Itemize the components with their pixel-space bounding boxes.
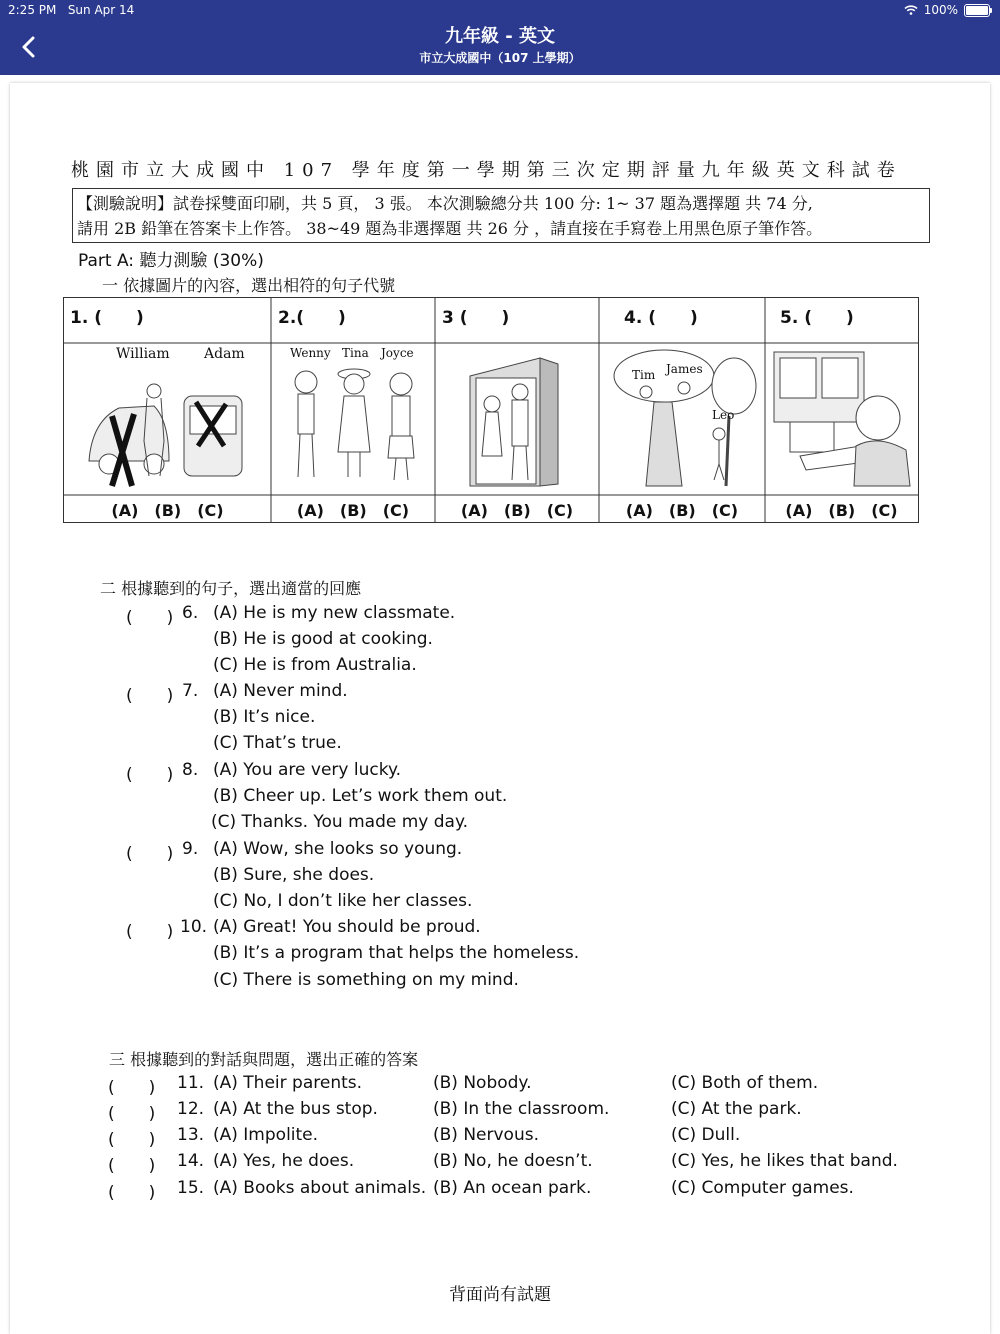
label-leo: Leo bbox=[712, 408, 735, 422]
exam-page bbox=[10, 83, 990, 1334]
q3-options: (A) (B) (C) bbox=[460, 501, 574, 520]
option-c: (C) No, I don’t like her classes. bbox=[213, 891, 473, 911]
question-number: 9. bbox=[182, 839, 199, 859]
status-indicators bbox=[904, 3, 990, 17]
status-date: Sun Apr 14 bbox=[67, 3, 135, 17]
option-a: (A) Their parents. bbox=[213, 1073, 363, 1093]
section3-heading: 三 根據聽到的對話與問題，選出正確的答案 bbox=[109, 1050, 419, 1069]
question-number: 11. bbox=[177, 1073, 205, 1093]
section1-heading: 一 依據圖片的內容，選出相符的句子代號 bbox=[102, 276, 396, 295]
option-a: (A) At the bus stop. bbox=[213, 1099, 378, 1119]
computer-illustration bbox=[770, 346, 915, 492]
instruction-line: 【測驗說明】試卷採雙面印刷，共 5 頁， 3 張。 本次測驗總分共 100 分: 1~ 37 題為選擇題 共 74 分, bbox=[77, 194, 813, 213]
q1-picture bbox=[84, 346, 254, 492]
option-c: (C) Yes, he likes that band. bbox=[671, 1151, 898, 1171]
question-number: 13. bbox=[177, 1125, 205, 1145]
status-time bbox=[8, 3, 134, 17]
cars-illustration bbox=[84, 366, 254, 492]
question-number: 10. bbox=[180, 917, 208, 937]
q4-options: (A) (B) (C) bbox=[625, 501, 739, 520]
section2-heading: 二 根據聽到的句子，選出適當的回應 bbox=[100, 579, 362, 598]
option-b: (B) It’s a program that helps the homeless. bbox=[213, 943, 580, 963]
q4-number: 4. ( ) bbox=[624, 308, 698, 328]
instructions-box bbox=[72, 188, 930, 243]
q5-number: 5. ( ) bbox=[780, 308, 854, 328]
option-a: (A) He is my new classmate. bbox=[213, 603, 456, 623]
option-c: (C) He is from Australia. bbox=[213, 655, 417, 675]
q1-number: 1. ( ) bbox=[70, 308, 144, 328]
option-c: (C) That’s true. bbox=[213, 733, 342, 753]
option-a: (A) Books about animals. bbox=[213, 1178, 427, 1198]
q3-picture bbox=[440, 346, 595, 492]
door-illustration bbox=[440, 346, 595, 492]
page-title: 九年級 - 英文 bbox=[444, 26, 555, 47]
option-c: (C) Both of them. bbox=[671, 1073, 819, 1093]
label-tim: Tim bbox=[632, 368, 656, 382]
answer-blank: ( ) bbox=[126, 765, 174, 785]
instruction-line: 請用 2B 鉛筆在答案卡上作答。 38~49 題為非選擇題 共 26 分 ，請直接在手寫卷上用黑色原子筆作答。 bbox=[77, 219, 823, 238]
label-tina: Tina bbox=[342, 346, 369, 360]
option-a: (A) Impolite. bbox=[213, 1125, 319, 1145]
question-number: 7. bbox=[182, 681, 199, 701]
option-b: (B) Nobody. bbox=[433, 1073, 532, 1093]
option-b: (B) Sure, she does. bbox=[213, 865, 375, 885]
status-time-text: 2:25 PM bbox=[8, 3, 57, 17]
answer-blank: ( ) bbox=[126, 922, 174, 942]
question-number: 15. bbox=[177, 1178, 205, 1198]
option-a: (A) Great! You should be proud. bbox=[213, 917, 481, 937]
q1-options: (A) (B) (C) bbox=[111, 501, 224, 520]
q5-picture bbox=[770, 346, 915, 492]
exam-title: 桃園市立大成國中 107 學年度第一學期第三次定期評量九年級英文科試卷 bbox=[71, 160, 902, 181]
q2-options: (A) (B) (C) bbox=[296, 501, 410, 520]
q4-picture bbox=[604, 346, 762, 492]
part-a-heading: Part A: 聽力測驗 (30%) bbox=[78, 251, 264, 271]
answer-blank: ( ) bbox=[126, 844, 174, 864]
label-joyce: Joyce bbox=[381, 346, 414, 360]
answer-blank: ( ) bbox=[108, 1156, 156, 1176]
option-b: (B) An ocean park. bbox=[433, 1178, 592, 1198]
label-james: James bbox=[666, 362, 703, 376]
option-c: (C) At the park. bbox=[671, 1099, 802, 1119]
answer-blank: ( ) bbox=[126, 686, 174, 706]
question-number: 14. bbox=[177, 1151, 205, 1171]
option-c: (C) Computer games. bbox=[671, 1178, 854, 1198]
battery-icon bbox=[964, 4, 990, 17]
option-b: (B) It’s nice. bbox=[213, 707, 316, 727]
q3-number: 3 ( ) bbox=[442, 308, 510, 328]
battery-percent: 100% bbox=[923, 3, 958, 17]
answer-blank: ( ) bbox=[108, 1104, 156, 1124]
option-c: (C) There is something on my mind. bbox=[213, 970, 519, 990]
option-b: (B) Cheer up. Let’s work them out. bbox=[213, 786, 508, 806]
question-number: 12. bbox=[177, 1099, 205, 1119]
page-subtitle: 市立大成國中（107 上學期） bbox=[419, 51, 581, 65]
label-wenny: Wenny bbox=[290, 346, 331, 360]
q2-picture bbox=[276, 346, 431, 492]
girls-illustration bbox=[276, 362, 431, 490]
app-header bbox=[0, 0, 1000, 75]
option-b: (B) Nervous. bbox=[433, 1125, 539, 1145]
wifi-icon bbox=[904, 5, 918, 15]
q5-options: (A) (B) (C) bbox=[785, 501, 898, 520]
q2-number: 2.( ) bbox=[278, 308, 346, 328]
option-c: (C) Dull. bbox=[671, 1125, 741, 1145]
option-a: (A) Wow, she looks so young. bbox=[213, 839, 463, 859]
option-a: (A) Never mind. bbox=[213, 681, 348, 701]
answer-blank: ( ) bbox=[108, 1078, 156, 1098]
page-footer: 背面尚有試題 bbox=[449, 1285, 551, 1305]
answer-blank: ( ) bbox=[108, 1183, 156, 1203]
option-c: (C) Thanks. You made my day. bbox=[211, 812, 469, 832]
option-b: (B) He is good at cooking. bbox=[213, 629, 433, 649]
question-number: 8. bbox=[182, 760, 199, 780]
picture-question-grid bbox=[63, 297, 919, 523]
option-b: (B) No, he doesn’t. bbox=[433, 1151, 593, 1171]
answer-blank: ( ) bbox=[108, 1130, 156, 1150]
option-b: (B) In the classroom. bbox=[433, 1099, 610, 1119]
option-a: (A) Yes, he does. bbox=[213, 1151, 355, 1171]
question-number: 6. bbox=[182, 603, 199, 623]
answer-blank: ( ) bbox=[126, 608, 174, 628]
label-william: William bbox=[116, 346, 170, 362]
label-adam: Adam bbox=[204, 346, 245, 362]
option-a: (A) You are very lucky. bbox=[213, 760, 401, 780]
